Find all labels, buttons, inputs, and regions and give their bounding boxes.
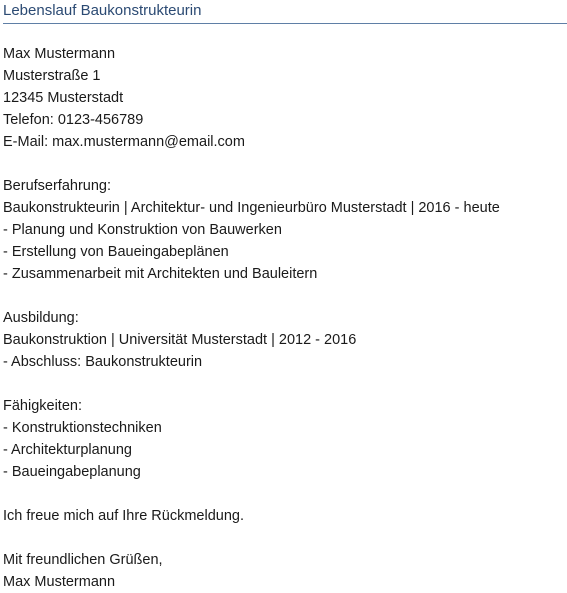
skills-item: - Konstruktionstechniken [3, 420, 162, 436]
contact-name: Max Mustermann [3, 46, 116, 62]
education-entry: Baukonstruktion | Universität Musterstadt | 2012 - 2016 [3, 332, 357, 348]
skills-item: - Baueingabeplanung [3, 464, 141, 480]
education-section [3, 307, 563, 373]
spacer [3, 527, 563, 549]
document-title: Lebenslauf Baukonstrukteurin [3, 2, 202, 19]
spacer [3, 285, 563, 307]
contact-block [3, 43, 563, 153]
skills-item: - Architekturplanung [3, 442, 132, 458]
experience-item: - Planung und Konstruktion von Bauwerken [3, 222, 282, 238]
experience-item: - Zusammenarbeit mit Architekten und Bauleitern [3, 266, 318, 282]
education-item: - Abschluss: Baukonstrukteurin [3, 354, 203, 370]
contact-phone: Telefon: 0123-456789 [3, 112, 144, 128]
skills-heading: Fähigkeiten: [3, 398, 82, 414]
education-heading: Ausbildung: [3, 310, 79, 326]
closing-text: Ich freue mich auf Ihre Rückmeldung. [3, 508, 244, 524]
experience-heading: Berufserfahrung: [3, 178, 112, 194]
experience-section [3, 175, 563, 285]
contact-street: Musterstraße 1 [3, 68, 101, 84]
spacer [3, 153, 563, 175]
experience-position: Baukonstrukteurin | Architektur- und Ingenieurbüro Musterstadt | 2016 - heute [3, 200, 500, 216]
contact-email: E-Mail: max.mustermann@email.com [3, 134, 245, 150]
closing-signature: Max Mustermann [3, 574, 116, 590]
spacer [3, 483, 563, 505]
closing-greeting: Mit freundlichen Grüßen, [3, 552, 163, 568]
spacer [3, 373, 563, 395]
skills-section [3, 395, 563, 483]
document-body [3, 43, 563, 593]
closing-section [3, 505, 563, 593]
experience-item: - Erstellung von Baueingabeplänen [3, 244, 229, 260]
title-divider [3, 23, 567, 24]
contact-city: 12345 Musterstadt [3, 90, 124, 106]
